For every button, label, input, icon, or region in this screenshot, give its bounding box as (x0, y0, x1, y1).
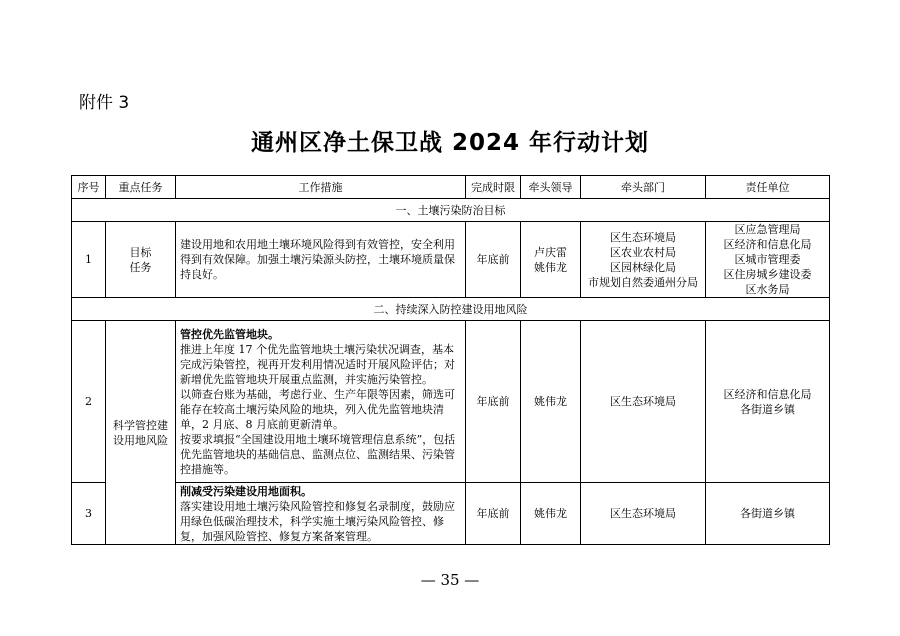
lead-dept-cell (581, 222, 706, 298)
measure-paragraph: 推进上年度 17 个优先监管地块土壤污染状况调查，基本完成污染管控，视再开发利用情况适时开展风险评估；对新增优先监管地块开展重点监测，并实施污染管控。 (180, 342, 455, 386)
table-header-row (72, 176, 830, 199)
table-row (72, 321, 830, 483)
resp-unit: 区应急管理局 (734, 223, 801, 236)
leader-cell (521, 222, 581, 298)
document-title: 通州区净土保卫战 2024 年行动计划 (250, 130, 650, 156)
table-row (72, 483, 830, 545)
header-task: 重点任务 (106, 176, 176, 199)
header-no: 序号 (72, 176, 106, 199)
measure-cell: 建设用地和农用地土壤环境风险得到有效管控，安全利用得到有效保障。加强土壤污染源头防控，土壤环境质量保持良好。 (176, 222, 466, 298)
lead-dept-cell: 区生态环境局 (581, 483, 706, 545)
leader-name: 姚伟龙 (534, 260, 567, 274)
row-number: 1 (72, 222, 106, 298)
resp-unit: 区经济和信息化局 (723, 238, 812, 251)
task-line: 任务 (129, 260, 152, 274)
leader-name: 卢庆雷 (534, 245, 567, 259)
header-deadline: 完成时限 (466, 176, 521, 199)
header-leader: 牵头领导 (521, 176, 581, 199)
resp-unit: 区城市管理委 (734, 253, 801, 266)
measure-cell (176, 321, 466, 483)
lead-dept: 区园林绿化局 (610, 260, 676, 274)
resp-unit-cell (706, 321, 830, 483)
action-plan-table (71, 175, 830, 545)
header-measure: 工作措施 (176, 176, 466, 199)
task-cell (106, 222, 176, 298)
section-title: 一、土壤污染防治目标 (72, 199, 830, 222)
resp-unit-cell (706, 222, 830, 298)
task-line: 目标 (129, 245, 152, 259)
leader-cell: 姚伟龙 (521, 483, 581, 545)
deadline-cell: 年底前 (466, 483, 521, 545)
lead-dept-cell: 区生态环境局 (581, 321, 706, 483)
measure-paragraph: 以筛查台账为基础，考虑行业、生产年限等因素，筛选可能存在较高土壤污染风险的地块，列入优先监管地块清单，2 月底、8 月底前更新清单。 (180, 387, 455, 431)
measure-paragraph: 落实建设用地土壤污染风险管控和修复名录制度，鼓励应用绿色低碳治理技术，科学实施土壤污染风险管控、修复，加强风险管控、修复方案备案管理。 (180, 499, 455, 543)
resp-unit: 区经济和信息化局 (723, 387, 812, 401)
header-resp-unit: 责任单位 (706, 176, 830, 199)
task-cell: 科学管控建设用地风险 (106, 321, 176, 545)
page-number: — 35 — (420, 571, 480, 589)
row-number: 3 (72, 483, 106, 545)
resp-unit-cell: 各街道乡镇 (706, 483, 830, 545)
header-lead-dept: 牵头部门 (581, 176, 706, 199)
lead-dept: 区生态环境局 (610, 230, 676, 244)
section-row (72, 199, 830, 222)
section-row (72, 298, 830, 321)
measure-title: 削减受污染建设用地面积。 (180, 484, 312, 498)
resp-unit: 区住房城乡建设委 (723, 268, 812, 281)
resp-unit: 区水务局 (745, 283, 790, 296)
measure-title: 管控优先监管地块。 (180, 327, 279, 341)
lead-dept: 市规划自然委通州分局 (588, 275, 698, 289)
table-row (72, 222, 830, 298)
section-title: 二、持续深入防控建设用地风险 (72, 298, 830, 321)
resp-unit: 各街道乡镇 (740, 402, 795, 416)
deadline-cell: 年底前 (466, 321, 521, 483)
measure-cell (176, 483, 466, 545)
leader-cell: 姚伟龙 (521, 321, 581, 483)
row-number: 2 (72, 321, 106, 483)
lead-dept: 区农业农村局 (610, 245, 676, 259)
deadline-cell: 年底前 (466, 222, 521, 298)
attachment-label: 附件 3 (79, 93, 130, 113)
measure-paragraph: 按要求填报“全国建设用地土壤环境管理信息系统”，包括优先监管地块的基础信息、监测点位、监测结果、污染管控措施等。 (180, 432, 456, 476)
